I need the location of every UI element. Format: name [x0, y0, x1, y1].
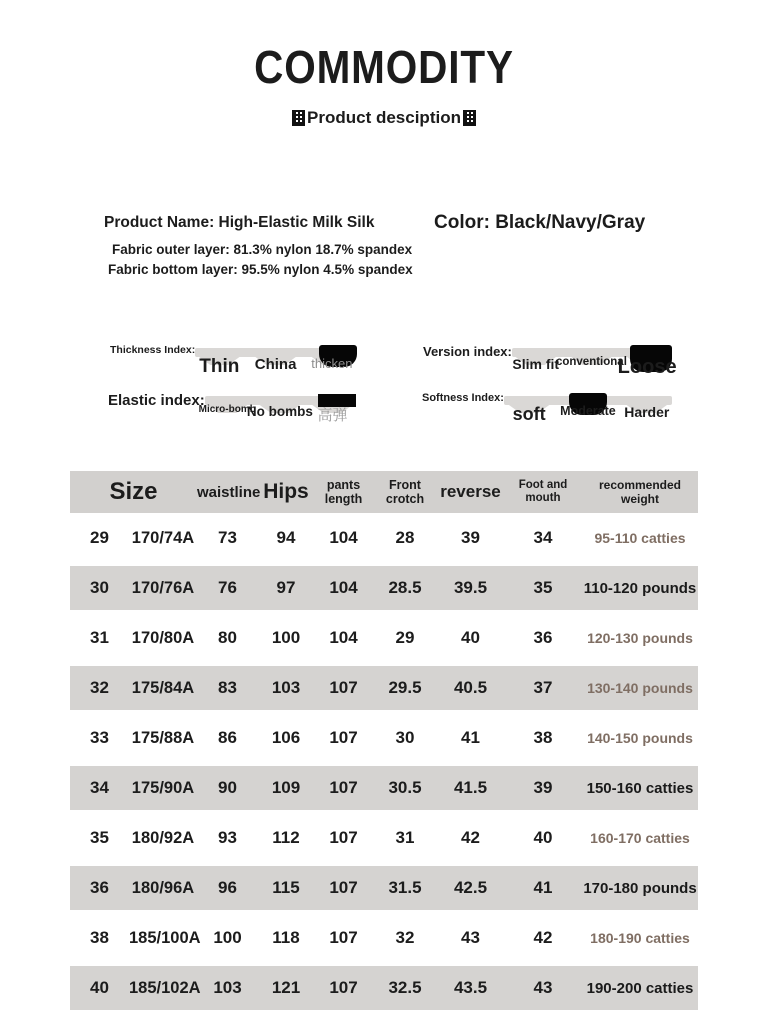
cell-recommended-weight: 190-200 catties	[586, 979, 694, 997]
cell-waistline: 103	[213, 978, 242, 997]
version-index-slider	[423, 344, 677, 378]
cell-size: 31	[90, 628, 109, 647]
cell-recommended-weight: 150-160 catties	[586, 779, 694, 797]
cell-hips: 118	[272, 928, 300, 947]
cell-waistline: 80	[218, 628, 237, 647]
cell-waistline: 93	[218, 828, 237, 847]
cell-recommended-weight: 120-130 pounds	[587, 630, 693, 646]
cell-front-crotch: 29.5	[388, 678, 422, 697]
cell-recommended-weight: 140-150 pounds	[587, 730, 693, 746]
cell-size: 30	[90, 578, 109, 597]
cell-front-crotch: 28.5	[388, 578, 422, 597]
cell-waistline: 76	[218, 578, 237, 597]
thickness-index-label: Thickness Index:	[110, 344, 196, 356]
cell-pants-length: 107	[329, 728, 358, 747]
cell-foot-and-mouth: 34	[533, 528, 553, 547]
cell-hips: 94	[276, 528, 296, 547]
cell-spec: 175/88A	[131, 728, 195, 747]
header-pants-length: pants length	[324, 478, 363, 506]
cell-reverse: 42	[461, 828, 480, 847]
elastic-stop-none: No bombs	[246, 404, 313, 419]
size-table-header	[70, 471, 698, 513]
product-info	[104, 214, 413, 277]
size-table-row	[70, 563, 698, 613]
header-foot-and-mouth: Foot and mouth	[518, 478, 568, 504]
cell-pants-length: 107	[329, 828, 358, 847]
cell-foot-and-mouth: 36	[533, 628, 553, 647]
softness-index-track	[504, 396, 672, 424]
cell-size: 40	[90, 978, 109, 997]
version-stop-slim: Slim fit	[512, 356, 560, 372]
cell-hips: 100	[271, 628, 301, 647]
cell-foot-and-mouth: 37	[533, 678, 553, 697]
softness-stop-soft: soft	[512, 404, 546, 424]
cell-front-crotch: 30	[395, 728, 415, 747]
cell-foot-and-mouth: 41	[533, 878, 553, 897]
cell-front-crotch: 28	[395, 528, 415, 547]
page-subtitle	[0, 108, 768, 128]
header-size: Size	[109, 478, 158, 505]
cell-hips: 97	[276, 578, 296, 597]
cell-foot-and-mouth: 42	[533, 928, 553, 947]
elastic-stop-high: 高弹	[317, 407, 348, 424]
cell-spec: 180/96A	[131, 878, 195, 897]
softness-index-label: Softness Index:	[422, 392, 504, 404]
cell-reverse: 40.5	[453, 678, 488, 697]
elastic-index-slider	[108, 392, 355, 424]
cell-foot-and-mouth: 43	[533, 978, 553, 997]
elastic-index-label: Elastic index:	[108, 392, 205, 409]
cell-size: 29	[90, 528, 109, 547]
cell-foot-and-mouth: 39	[533, 778, 553, 797]
cell-waistline: 90	[218, 778, 237, 797]
elastic-index-track	[198, 396, 355, 424]
cell-reverse: 41.5	[453, 778, 488, 797]
cell-size: 34	[90, 778, 109, 797]
cell-recommended-weight: 170-180 pounds	[583, 879, 697, 897]
page-subtitle-text: Product desciption	[307, 108, 461, 127]
cell-foot-and-mouth: 40	[533, 828, 553, 847]
thickness-index-track	[195, 348, 356, 377]
version-stop-conventional: conventional	[555, 356, 627, 368]
header-waistline: waistline	[197, 483, 261, 501]
cell-recommended-weight: 160-170 catties	[590, 830, 690, 846]
cell-foot-and-mouth: 35	[533, 578, 553, 597]
cell-pants-length: 107	[329, 978, 358, 997]
version-index-label: Version index:	[423, 344, 512, 359]
missing-glyph-box-icon	[292, 110, 305, 126]
cell-recommended-weight: 130-140 pounds	[587, 680, 693, 696]
size-table-body	[70, 513, 698, 1013]
version-stop-loose: Loose	[617, 356, 677, 378]
cell-front-crotch: 32	[395, 928, 415, 947]
cell-spec: 185/102A	[129, 978, 201, 997]
cell-reverse: 39	[461, 528, 480, 547]
cell-size: 36	[90, 878, 109, 897]
cell-spec: 170/80A	[131, 628, 195, 647]
cell-pants-length: 107	[329, 778, 358, 797]
cell-foot-and-mouth: 38	[533, 728, 553, 747]
cell-recommended-weight: 180-190 catties	[590, 930, 690, 946]
cell-recommended-weight: 95-110 catties	[594, 530, 686, 546]
cell-front-crotch: 31.5	[388, 878, 422, 897]
cell-spec: 175/84A	[131, 678, 195, 697]
header-recommended-weight: recommended weight	[598, 478, 682, 506]
header-hips: Hips	[263, 480, 309, 503]
cell-spec: 170/74A	[131, 528, 195, 547]
cell-front-crotch: 30.5	[388, 778, 422, 797]
header-reverse: reverse	[440, 482, 501, 501]
cell-waistline: 100	[213, 928, 242, 947]
cell-pants-length: 104	[329, 628, 358, 647]
version-index-track	[512, 348, 677, 378]
cell-size: 35	[90, 828, 109, 847]
cell-size: 38	[90, 928, 109, 947]
product-name: Product Name: High-Elastic Milk Silk	[104, 214, 375, 231]
cell-reverse: 39.5	[453, 578, 488, 597]
softness-stop-harder: Harder	[624, 404, 670, 420]
cell-pants-length: 104	[329, 528, 358, 547]
size-table-row	[70, 513, 698, 563]
cell-front-crotch: 32.5	[388, 978, 422, 997]
cell-waistline: 96	[218, 878, 237, 897]
size-table-row	[70, 863, 698, 913]
fabric-outer-layer: Fabric outer layer: 81.3% nylon 18.7% spandex	[112, 242, 413, 257]
cell-spec: 180/92A	[131, 828, 195, 847]
elastic-stop-micro: Micro-bomb	[198, 404, 256, 415]
cell-reverse: 41	[461, 728, 480, 747]
thickness-stop-thin: Thin	[199, 356, 240, 377]
cell-recommended-weight: 110-120 pounds	[583, 579, 697, 597]
product-color: Color: Black/Navy/Gray	[434, 212, 646, 233]
cell-waistline: 86	[218, 728, 237, 747]
cell-reverse: 43	[461, 928, 480, 947]
thickness-stop-medium: China	[254, 356, 297, 373]
size-table	[70, 471, 698, 1013]
cell-size: 33	[90, 728, 109, 747]
thickness-index-slider	[110, 344, 356, 377]
size-table-row	[70, 763, 698, 813]
cell-hips: 106	[271, 728, 301, 747]
cell-hips: 112	[272, 828, 300, 847]
cell-pants-length: 107	[329, 878, 358, 897]
fabric-bottom-layer: Fabric bottom layer: 95.5% nylon 4.5% spandex	[108, 262, 413, 277]
cell-pants-length: 107	[329, 678, 358, 697]
softness-stop-moderate: Moderate	[560, 404, 616, 418]
cell-hips: 109	[271, 778, 301, 797]
softness-index-slider	[422, 392, 672, 424]
size-table-row	[70, 913, 698, 963]
cell-hips: 103	[271, 678, 301, 697]
cell-waistline: 83	[218, 678, 237, 697]
cell-pants-length: 104	[329, 578, 358, 597]
cell-front-crotch: 31	[395, 828, 415, 847]
cell-spec: 170/76A	[131, 578, 195, 597]
cell-spec: 185/100A	[129, 928, 201, 947]
cell-reverse: 43.5	[453, 978, 488, 997]
cell-reverse: 40	[461, 628, 480, 647]
thickness-stop-thick: thicken	[311, 356, 353, 371]
cell-hips: 121	[271, 978, 301, 997]
cell-reverse: 42.5	[453, 878, 488, 897]
size-table-row	[70, 613, 698, 663]
cell-spec: 175/90A	[131, 778, 195, 797]
size-table-row	[70, 663, 698, 713]
missing-glyph-box-icon	[463, 110, 476, 126]
size-table-row	[70, 963, 698, 1013]
cell-size: 32	[90, 678, 109, 697]
cell-hips: 115	[272, 878, 300, 897]
cell-pants-length: 107	[329, 928, 358, 947]
cell-front-crotch: 29	[395, 628, 415, 647]
page-title: COMMODITY	[254, 41, 514, 93]
cell-waistline: 73	[218, 528, 237, 547]
size-table-row	[70, 713, 698, 763]
size-table-row	[70, 813, 698, 863]
header-front-crotch: Front crotch	[385, 478, 425, 506]
